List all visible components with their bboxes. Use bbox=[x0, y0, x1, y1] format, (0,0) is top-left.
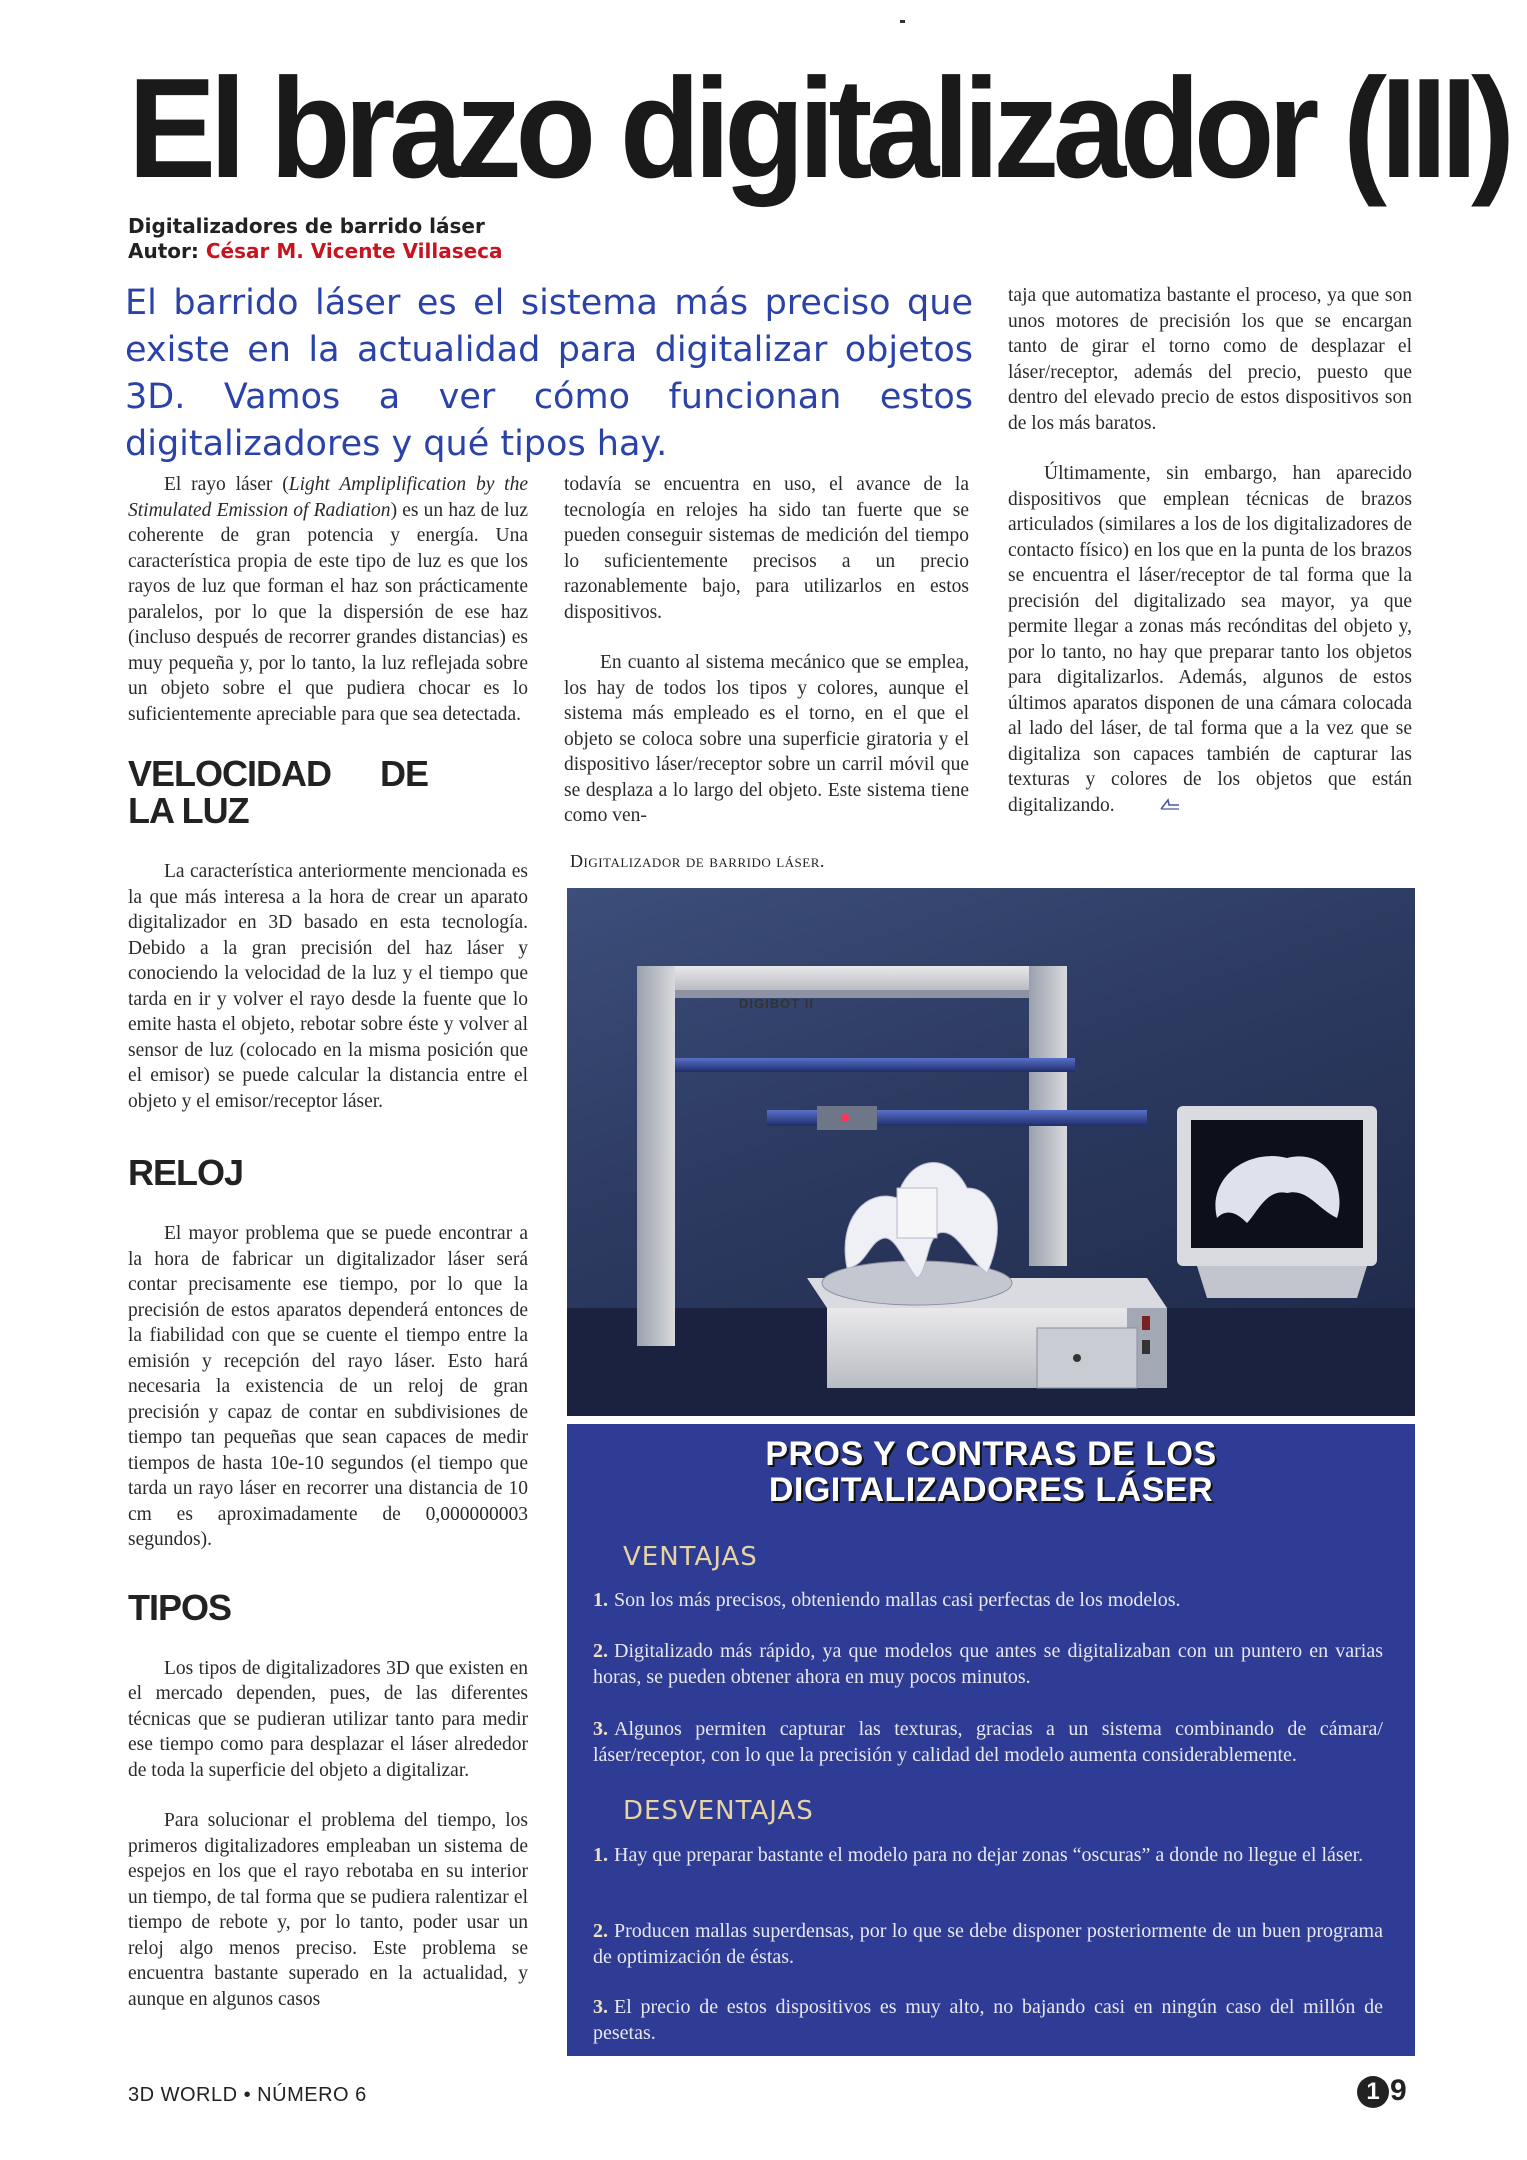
cons-item-2-num: 2. bbox=[593, 1920, 608, 1942]
pros-item-3-num: 3. bbox=[593, 1718, 608, 1740]
intro-text-pre: El rayo láser ( bbox=[164, 474, 289, 495]
top-mark bbox=[900, 20, 905, 23]
author-label: Autor: bbox=[128, 239, 199, 263]
pros-heading: VENTAJAS bbox=[623, 1542, 758, 1572]
pros-item-1 bbox=[593, 1587, 1383, 1613]
device-logo: DIGIBOT II bbox=[739, 996, 814, 1011]
page-number-rest: 9 bbox=[1390, 2074, 1407, 2107]
column-2 bbox=[564, 472, 969, 829]
velocidad-paragraph: La característica anteriormente mencionada es la que más interesa a la hora de crear un aparato digitalizador en 3D basado en esta tecnología. Debido a la gran precisión del haz láser y conociendo la velocidad de la luz y el tiempo que tarda en ir y volver el rayo desde la fuente que lo emite hasta el objeto, rebotar sobre éste y volver al sensor de luz (colocado en la misma posición que el emisor) se puede calcular la distancia entre el objeto y el emisor/receptor láser. bbox=[128, 861, 528, 1112]
pros-item-2-num: 2. bbox=[593, 1640, 608, 1662]
cons-item-1 bbox=[593, 1842, 1383, 1868]
box-title-line-2: DIGITALIZADORES LÁSER bbox=[768, 1471, 1214, 1509]
column-1 bbox=[128, 472, 528, 2012]
pros-item-2 bbox=[593, 1638, 1383, 1690]
author-line bbox=[128, 239, 503, 264]
page-number bbox=[1357, 2074, 1407, 2108]
article-subtitle: Digitalizadores de barrido láser bbox=[128, 214, 485, 238]
col3-paragraph-2 bbox=[1008, 461, 1412, 818]
section-heading-tipos: TIPOS bbox=[128, 1586, 232, 1628]
footer-magazine: 3D WORLD • NÚMERO 6 bbox=[128, 2084, 367, 2106]
cons-item-2 bbox=[593, 1918, 1383, 1970]
box-title bbox=[567, 1436, 1415, 1508]
section-heading-reloj: RELOJ bbox=[128, 1152, 244, 1193]
column-3 bbox=[1008, 283, 1412, 818]
intro-paragraph bbox=[128, 472, 528, 727]
page-number-circle: 1 bbox=[1357, 2076, 1389, 2108]
lead-paragraph: El barrido láser es el sistema más preciso que existe en la actualidad para digitalizar objetos 3D. Vamos a ver cómo funcionan estos digitalizadores y qué tipos hay. bbox=[125, 283, 973, 464]
intro-text-post: ) es un haz de luz coherente de gran potencia y energía. Una característica propia de este tipo de luz es que los rayos de luz que forman el haz son prácticamente paralelos, por lo que la dispersión de ese haz (incluso después de recorrer grandes distancias) es muy pequeña y, por lo tanto, la luz reflejada sobre un objeto sobre el que pudiera chocar es lo suficientemente apreciable para que sea detectada. bbox=[128, 499, 529, 725]
end-mark-icon bbox=[1123, 793, 1181, 819]
pros-item-3 bbox=[593, 1716, 1383, 1768]
cons-item-1-text: Hay que preparar bastante el modelo para no dejar zonas “oscuras” a donde no llegue el láser. bbox=[614, 1844, 1364, 1866]
col3-paragraph-2-text: Últimamente, sin embargo, han aparecido dispositivos que emplean técnicas de brazos articulados (similares a los de los digitalizadores de contacto físico) en los que en la punta de los brazos se encuentra el láser/receptor de tal forma que la precisión del digitalizado sea mayor, ya que permite llegar a zonas más recónditas del objeto y, por lo tanto, no hay que preparar tanto los objetos para digitalizarlos. Además, algunos de estos últimos aparatos disponen de una cámara colocada al lado del láser, de tal forma que a la vez que se digitaliza son capaces también de capturar las texturas y colores de los objetos que están digitalizando. bbox=[1008, 463, 1412, 816]
intro-text-italic: Light Ampliplification by the Stimulated Emission of Radiation bbox=[128, 474, 528, 521]
pros-item-1-text: Son los más precisos, obteniendo mallas casi perfectas de los modelos. bbox=[614, 1589, 1181, 1611]
article-byline bbox=[128, 214, 503, 264]
cons-heading: DESVENTAJAS bbox=[623, 1796, 814, 1826]
pros-item-2-text: Digitalizado más rápido, ya que modelos que antes se digitalizaban con un puntero en varias horas, se pueden obtener ahora en muy pocos minutos. bbox=[593, 1640, 1383, 1688]
scanner-illustration bbox=[567, 888, 1415, 1416]
section-heading-velocidad: VELOCIDAD DE LA LUZ bbox=[128, 753, 428, 831]
scanner-photo bbox=[567, 888, 1415, 1416]
pros-item-3-text: Algunos permiten capturar las texturas, gracias a un sistema combinando de cámara/ láser/receptor, con lo que la precisión y calidad del modelo aumenta considerablemente. bbox=[593, 1718, 1383, 1766]
col3-paragraph-1: taja que automatiza bastante el proceso, ya que son unos motores de precisión los que se encargan tanto de girar el torno como de desplazar el láser/receptor, además del precio, puesto que dentro del elevado precio de estos dispositivos son de los más baratos. bbox=[1008, 285, 1412, 434]
col2-paragraph-2: En cuanto al sistema mecánico que se emplea, los hay de todos los tipos y colores, aunque el sistema más empleado es el torno, en el que el objeto se coloca sobre una superficie giratoria y el dispositivo láser/receptor sobre un carril móvil que se desplaza a lo largo del objeto. Este sistema tiene como ven- bbox=[564, 652, 969, 826]
reloj-paragraph: El mayor problema que se puede encontrar a la hora de fabricar un digitalizador láser será contar precisamente ese tiempo, por lo que la precisión de estos aparatos dependerá entonces de la fiabilidad con que se cuente el tiempo entre la emisión y recepción del rayo láser. Esto hará necesaria la existencia de un reloj de gran precisión y capaz de contar en subdivisiones de tiempo tan pequeñas que sean capaces de medir tiempos de hasta 10e-10 segundos (el tiempo que tarda un rayo láser en recorrer una distancia de 10 cm es aproximadamente de 0,000000003 segundos). bbox=[128, 1223, 528, 1550]
col2-paragraph-1: todavía se encuentra en uso, el avance de la tecnología en relojes ha sido tan fuerte que se pueden conseguir sistemas de medición del tiempo lo suficientemente precisos a un precio razonablemente bajo, para utilizarlos en estos dispositivos. bbox=[564, 474, 969, 623]
pros-cons-box bbox=[567, 1424, 1415, 2056]
pros-item-1-num: 1. bbox=[593, 1589, 608, 1611]
cons-item-2-text: Producen mallas superdensas, por lo que se debe disponer posteriormente de un buen programa de optimización de éstas. bbox=[593, 1920, 1383, 1968]
cons-item-1-num: 1. bbox=[593, 1844, 608, 1866]
box-title-line-1: PROS Y CONTRAS DE LOS bbox=[765, 1435, 1217, 1473]
author-name: César M. Vicente Villaseca bbox=[205, 239, 503, 263]
cons-item-3-num: 3. bbox=[593, 1996, 608, 2018]
tipos-paragraph-2: Para solucionar el problema del tiempo, los primeros digitalizadores empleaban un sistema de espejos en los que el rayo rebotaba en su interior un tiempo, de tal forma que se pudiera ralentizar el tiempo de rebote y, por lo tanto, poder usar un reloj algo menos preciso. Este problema se encuentra bastante superado en la actualidad, y aunque en algunos casos bbox=[128, 1810, 528, 2010]
figure-caption: Digitalizador de barrido láser. bbox=[570, 851, 825, 871]
article-title: El brazo digitalizador (III) bbox=[128, 49, 1509, 208]
cons-item-3-text: El precio de estos dispositivos es muy alto, no bajando casi en ningún caso del millón de pesetas. bbox=[593, 1996, 1383, 2044]
cons-item-3 bbox=[593, 1994, 1383, 2046]
tipos-paragraph-1: Los tipos de digitalizadores 3D que existen en el mercado dependen, pues, de las diferentes técnicas que se pudieran utilizar tanto para medir ese tiempo como para desplazar el láser alrededor de toda la superficie del objeto a digitalizar. bbox=[128, 1657, 528, 1781]
